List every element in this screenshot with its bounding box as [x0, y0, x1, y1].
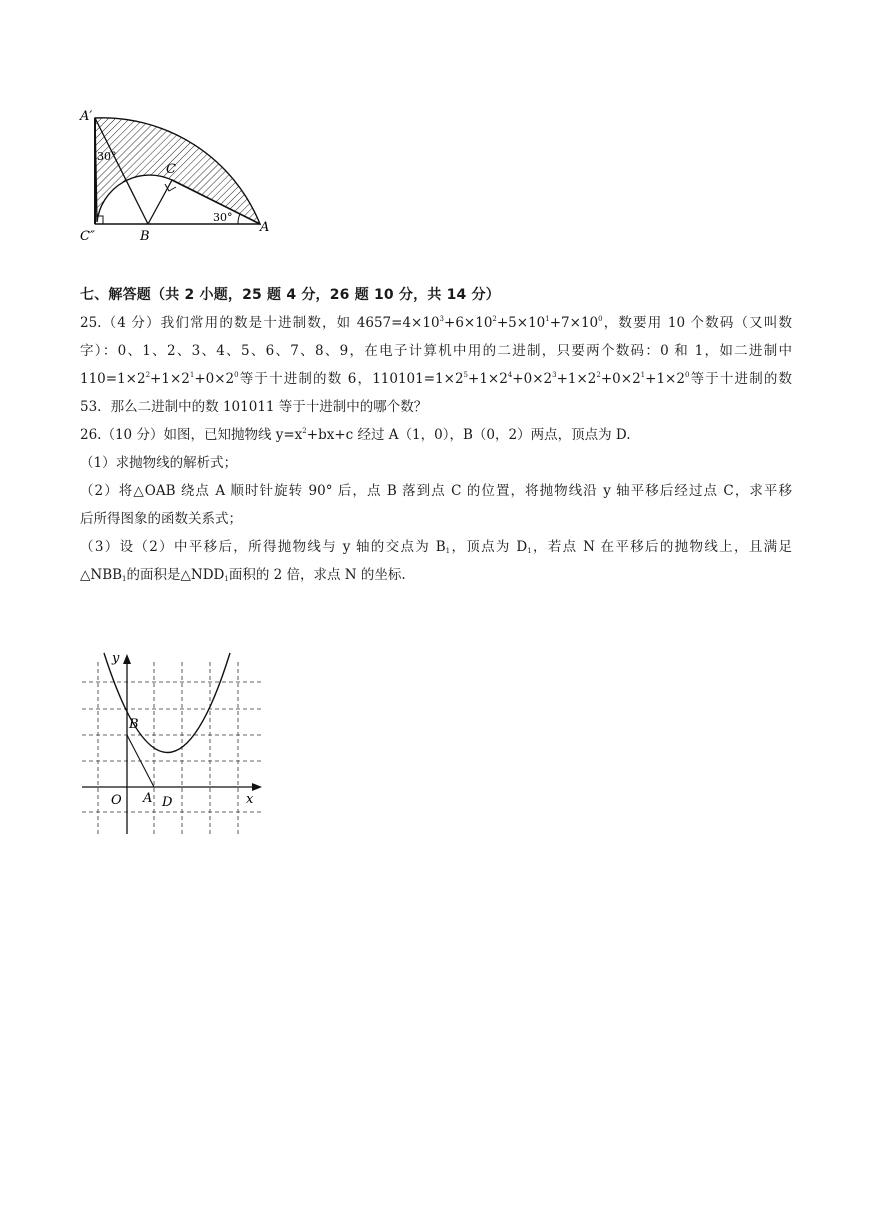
label-c-prime: C″	[80, 229, 95, 244]
q26-part-2-line-2: 后所得图象的函数关系式；	[80, 511, 242, 527]
sector-figure	[70, 100, 290, 250]
q25-line-1: 25.（4 分）我们常用的数是十进制数，如 $4657=4\times 10^3+6\times 10^2+5\times 10^1+7\times 10^0$，数要用 10 个数码（又叫数	[80, 315, 793, 331]
label-a-prime: A′	[80, 109, 93, 124]
parabola-figure	[74, 648, 274, 838]
q25-line-4: 53．那么二进制中的数 101011 等于十进制中的哪个数？	[80, 399, 428, 415]
angle-arc-a	[238, 214, 240, 224]
q25-line-2: 字）：0、1、2、3、4、5、6、7、8、9，在电子计算机中用的二进制，只要两个数码：0 和 1，如二进制中	[80, 343, 792, 359]
q26-part-3-line-2: $\triangle NBB_1$的面积是$\triangle NDD_1$面积的 2 倍，求点 N 的坐标.	[80, 567, 406, 583]
q26-part-1: （1）求抛物线的解析式；	[80, 455, 238, 471]
label-y: y	[112, 651, 120, 666]
label-c: C	[166, 162, 176, 177]
right-angle-mark-c-prime	[95, 216, 103, 224]
q26-part-2-line-1: （2）将△OAB 绕点 A 顺时针旋转 90° 后，点 B 落到点 C 的位置，将抛物线沿 y 轴平移后经过点 C，求平移	[80, 483, 792, 499]
y-axis-arrow	[123, 654, 131, 664]
label-a: A	[143, 791, 153, 806]
label-angle-top: 30°	[97, 150, 117, 163]
label-b: B	[129, 717, 139, 732]
question-26	[80, 421, 792, 589]
segment-b-c	[148, 180, 172, 224]
q26-line-1: 26.（10 分）如图，已知抛物线 $y=x^2+bx+c$ 经过 A（1，0），B（0，2）两点，顶点为 D.	[80, 427, 631, 443]
section-heading: 七、解答题（共 2 小题，25 题 4 分，26 题 10 分，共 14 分）	[80, 287, 500, 303]
parabola-curve	[104, 653, 230, 753]
label-b: B	[140, 229, 150, 244]
label-angle-right: 30°	[213, 211, 233, 224]
label-d: D	[162, 795, 173, 810]
label-x: x	[246, 792, 254, 807]
shaded-region	[95, 118, 260, 224]
label-o: O	[111, 793, 122, 808]
q25-line-3: $110=1\times 2^2+1\times 2^1+0\times 2^0$等于十进制的数 6，$110101=1\times 2^5+1\times 2^4+0\times 2^3+1\times 2^2+0\times 2^1+1\times 2^0$等于十进制的数	[80, 371, 793, 387]
label-a: A	[260, 220, 270, 235]
x-axis-arrow	[252, 783, 262, 791]
q26-part-3-line-1: （3）设（2）中平移后，所得抛物线与 y 轴的交点为 $B_1$，顶点为 $D_1$，若点 N 在平移后的抛物线上，且满足	[80, 539, 792, 555]
question-25	[80, 309, 792, 421]
